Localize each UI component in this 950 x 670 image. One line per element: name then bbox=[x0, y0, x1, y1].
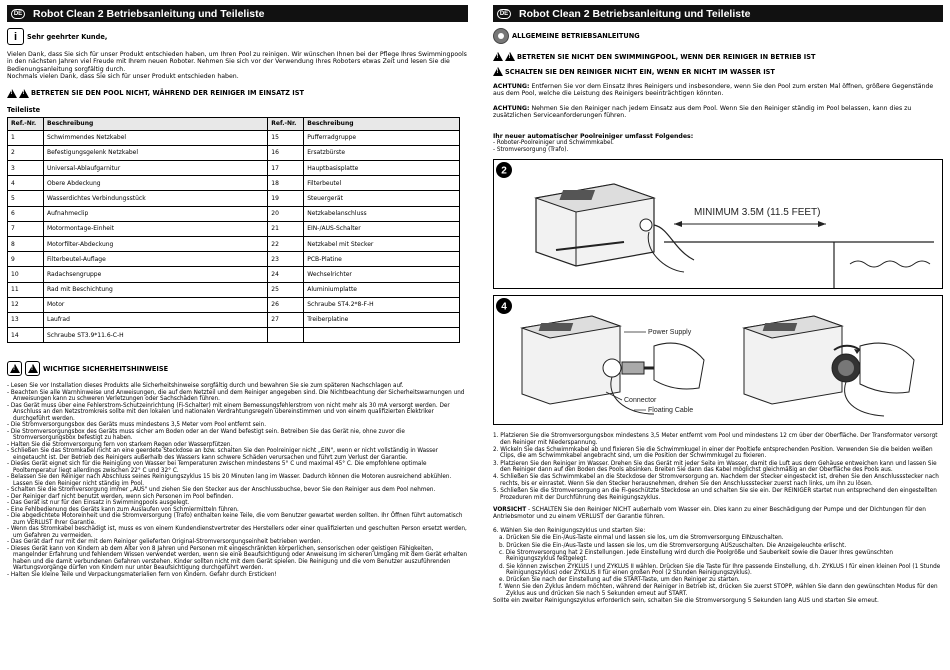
achtung-label: ACHTUNG: bbox=[493, 104, 530, 112]
list-item: - Schließen Sie das Stromkabel nicht an eine geerdete Steckdose an bzw. schalten Sie den Poolreiniger nicht „EIN", wenn er nicht vollständig in Wasser eingetaucht ist. Der Betrieb des Reinigers außerhalb des Wassers kann schwere Schäden verursachen und führt zum Verlust der Garantie. bbox=[7, 448, 468, 461]
language-badge: DE bbox=[11, 9, 25, 19]
part-desc: Motormontage-Einheit bbox=[44, 221, 268, 236]
part-ref: 16 bbox=[268, 145, 304, 160]
part-ref: 15 bbox=[268, 130, 304, 145]
intro-text-2: Nochmals vielen Dank, dass Sie sich für unser Produkt entschieden haben. bbox=[7, 73, 239, 81]
part-ref: 4 bbox=[8, 176, 44, 191]
achtung-1 bbox=[493, 83, 943, 98]
list-item: f. Wenn Sie den Zyklus ändern möchten, während der Reiniger in Betrieb ist, drücken Sie zuerst STOPP, wählen Sie dann den gewünschten Modus für den Zyklus aus und drücken Sie nach 5 Sekunden erneut auf START. bbox=[499, 584, 938, 598]
general-title: ALLGEMEINE BETRIEBSANLEITUNG bbox=[512, 32, 640, 40]
part-desc: Obere Abdeckung bbox=[44, 176, 268, 191]
part-ref: 12 bbox=[8, 297, 44, 312]
part-desc: Wasserdichtes Verbindungsstück bbox=[44, 191, 268, 206]
power-supply-label: Power Supply bbox=[648, 329, 692, 337]
no-swimming-icon bbox=[505, 52, 515, 61]
warn1-row bbox=[493, 52, 943, 61]
list-item: d. Sie können zwischen ZYKLUS I und ZYKLUS II wählen. Drücken Sie die Taste für Ihre passende Einstellung, d.h. ZYKLUS I für einen kleinen Pool (1 Stunde Reinigungszyklus) oder ZYKLUS II für einen großen Pool (2 Stunden Reinigungszyklus). bbox=[499, 563, 941, 577]
list-item: b. Drücken Sie die Ein-/Aus-Taste und lassen sie los, um die Stromversorgung AUSzuschalten. Die Anzeigeleuchte erlischt. bbox=[499, 542, 847, 549]
part-desc: Radachsengruppe bbox=[44, 267, 268, 282]
system-title: Ihr neuer automatischer Poolreiniger umfasst Folgendes: bbox=[493, 132, 694, 140]
list-item: - Beachten Sie alle Warnhinweise und Anweisungen, die auf dem Netzteil und dem Reiniger angegeben sind. Die Nichtbeachtung der Sicherheitswarnungen und Anweisungen kann zu schweren Verletzungen oder Sachschäden führen. bbox=[7, 390, 468, 403]
list-item: - Schalten Sie die Stromversorgung immer „AUS" und ziehen Sie den Stecker aus der Anschlussbuchse, bevor Sie den Reiniger aus dem Pool nehmen. bbox=[7, 487, 468, 494]
part-ref: 9 bbox=[8, 252, 44, 267]
part-desc: Universal-Ablaufgarnitur bbox=[44, 161, 268, 176]
steps-list bbox=[493, 433, 943, 501]
safety-list bbox=[7, 383, 468, 578]
part-ref: 25 bbox=[268, 282, 304, 297]
figure-4 bbox=[493, 295, 943, 425]
list-item: - Dieses Gerät eignet sich für die Reinigung von Wasser bei Temperaturen zwischen mindestens 5° C und maximal 45° C. Die empfohlene optimale Pooltemperatur liegt allerdings zwischen 22° C und 32° C. bbox=[7, 461, 468, 474]
part-desc: Netzkabelanschluss bbox=[304, 206, 460, 221]
list-item: - Der Reiniger darf nicht benutzt werden, wenn sich Personen im Pool befinden. bbox=[7, 494, 468, 501]
list-item: 5. Schließen Sie die Stromversorgung an die Fi-geschützte Steckdose an und schalten Sie sie ein. Der REINIGER startet nun entsprechend den eingestellten Prozeduren mit der Durchführung des Reinigungszyklus. bbox=[493, 488, 937, 501]
part-ref: 11 bbox=[8, 282, 44, 297]
list-item: - Halten Sie die Stromversorgung fern von starkem Regen oder Wasserpfützen. bbox=[7, 442, 468, 449]
part-ref: 27 bbox=[268, 312, 304, 327]
list-item: - Das Gerät ist nur für den Einsatz in Swimmingpools ausgelegt. bbox=[7, 500, 468, 507]
part-ref: 13 bbox=[8, 312, 44, 327]
part-desc: Motor bbox=[44, 297, 268, 312]
list-item: - Roboter-Poolreiniger und Schwimmkabel. bbox=[493, 140, 943, 147]
safety-title-row bbox=[7, 361, 468, 376]
gear-icon bbox=[493, 28, 509, 44]
part-ref: 10 bbox=[8, 267, 44, 282]
system-list bbox=[493, 140, 943, 153]
part-desc: Schraube ST3.9*11.6-C-H bbox=[44, 328, 268, 343]
table-row bbox=[8, 236, 460, 251]
part-ref: 24 bbox=[268, 267, 304, 282]
warn1: BETRETEN SIE NICHT DEN SWIMMINGPOOL, WENN DER REINIGER IN BETRIEB IST bbox=[517, 52, 816, 61]
table-row bbox=[8, 176, 460, 191]
figure-2-drawing bbox=[494, 160, 942, 288]
list-item: - Wenn das Stromkabel beschädigt ist, muss es von einem Kundendienstvertreter des Herstellers oder einer qualifizierten und geschulten Person ersetzt werden, um Gefahren zu vermeiden. bbox=[7, 526, 468, 539]
part-desc: PCB-Platine bbox=[304, 252, 460, 267]
list-item: 1. Platzieren Sie die Stromversorgungsbox mindestens 3,5 Meter entfernt vom Pool und mindestens 12 cm über der Oberfläche. Der Transformator versorgt den Reiniger mit Niederspannung. bbox=[493, 433, 938, 446]
table-row bbox=[8, 145, 460, 160]
distance-label: MINIMUM 3.5M (11.5 FEET) bbox=[694, 207, 821, 219]
part-desc bbox=[304, 328, 460, 343]
step6-title: 6. Wählen Sie den Reinigungszyklus und starten Sie: bbox=[493, 527, 646, 534]
part-ref: 8 bbox=[8, 236, 44, 251]
achtung-text: Entfernen Sie vor dem Einsatz Ihres Reinigers und insbesondere, wenn Sie den Pool zum ersten Mal öffnen, größere Gegenstände aus dem Pool, welche die Leistung des Reinigers beeinträchtigen könnten. bbox=[493, 83, 934, 98]
warning-triangle-icon bbox=[493, 52, 503, 61]
part-ref: 18 bbox=[268, 176, 304, 191]
list-item: - Die Stromversorgungsbox des Geräts muss mindestens 3,5 Meter vom Pool entfernt sein. bbox=[7, 422, 468, 429]
part-desc: Laufrad bbox=[44, 312, 268, 327]
part-desc: Schraube ST4.2*8-F-H bbox=[304, 297, 460, 312]
step6-list bbox=[493, 535, 943, 597]
parts-table bbox=[7, 117, 460, 344]
table-row bbox=[8, 221, 460, 236]
table-row bbox=[8, 191, 460, 206]
page-title: Robot Clean 2 Betriebsanleitung und Teileliste bbox=[519, 7, 751, 20]
table-row bbox=[8, 297, 460, 312]
achtung-label: ACHTUNG: bbox=[493, 83, 530, 90]
pool-warning-row bbox=[7, 89, 468, 98]
part-desc: Rad mit Beschichtung bbox=[44, 282, 268, 297]
list-item: - Lesen Sie vor Installation dieses Produkts alle Sicherheitshinweise sorgfältig durch und bewahren Sie sie zum späteren Nachschlagen auf. bbox=[7, 383, 468, 390]
list-item: - Die Stromversorgungsbox des Geräts muss sicher am Boden oder an der Wand befestigt sein. Betreiben Sie das Gerät nie, ohne zuvor die Stromversorgungsbox befestigt zu haben. bbox=[7, 429, 468, 442]
part-ref: 7 bbox=[8, 221, 44, 236]
part-desc: Befestigungsgelenk Netzkabel bbox=[44, 145, 268, 160]
greeting-row bbox=[7, 28, 468, 45]
table-row bbox=[8, 130, 460, 145]
part-desc: Ersatzbürste bbox=[304, 145, 460, 160]
parts-title: Teileliste bbox=[7, 105, 41, 114]
figure-2-number: 2 bbox=[501, 165, 507, 177]
list-item: - Dieses Gerät kann von Kindern ab dem Alter von 8 Jahren und Personen mit eingeschränkten körperlichen, sensorischen oder geistigen Fähigkeiten, mangelnder Erfahrung und fehlendem Wissen verwendet werden, wenn sie eine Beaufsichtigung oder Anweisung im sicheren Umgang mit dem Gerät erhalten haben und die damit verbundenen Gefahren verstehen. Kinder sollten nicht mit dem Gerät spielen. Die Reinigung und die vom Benutzer auszuführenden Wartungsvorgänge dürfen von Kindern nur unter Beaufsichtigung durchgeführt werden. bbox=[7, 546, 468, 572]
warning-triangle-icon bbox=[7, 89, 17, 98]
info-icon: i bbox=[7, 28, 24, 45]
list-item: - Das Gerät muss über eine Fehlerstrom-Schutzeinrichtung (Fi-Schalter) mit einem Bemessungsfehlerstrom von nicht mehr als 30 mA versorgt werden. Der Anschluss an den Netzstromkreis sollte mit den lokalen und nationalen Verdrahtungsregeln übereinstimmen und von einem qualifizierten Elektriker durchgeführt werden. bbox=[7, 403, 468, 423]
part-ref bbox=[268, 328, 304, 343]
warning-icon bbox=[25, 361, 40, 376]
vorsicht-text: - SCHALTEN Sie den Reiniger NICHT außerhalb vom Wasser ein. Dies kann zu einer Beschädigung der Pumpe und der Dichtungen für den Antriebsmotor und zu einem VERLUST der Garantie führen. bbox=[493, 507, 926, 521]
part-ref: 14 bbox=[8, 328, 44, 343]
list-item: 3. Platzieren Sie den Reiniger im Wasser. Drehen Sie das Gerät mit jeder Seite im Wasser, damit die Luft aus dem Gehäuse entweichen kann und lassen Sie den Reiniger dann auf den Boden des Pools absinken. Breiten Sie dann das Kabel möglichst gleichmäßig an der Oberfläche des Pools aus. bbox=[493, 460, 937, 474]
vorsicht-note bbox=[493, 507, 943, 521]
table-row bbox=[8, 282, 460, 297]
safety-title: WICHTIGE SICHERHEITSHINWEISE bbox=[43, 364, 169, 373]
table-row bbox=[8, 161, 460, 176]
part-desc: Aluminiumplatte bbox=[304, 282, 460, 297]
part-ref: 26 bbox=[268, 297, 304, 312]
list-item: - Stromversorgung (Trafo). bbox=[493, 147, 943, 154]
part-ref: 20 bbox=[268, 206, 304, 221]
table-row bbox=[8, 267, 460, 282]
right-page bbox=[475, 0, 950, 670]
desc-header: Beschreibung bbox=[304, 117, 460, 130]
part-ref: 23 bbox=[268, 252, 304, 267]
list-item: 2. Wickeln Sie das Schwimmkabel ab und fixieren Sie die Schwimmkugel in einer der Pooltiefe entsprechenden Position. Verwenden Sie die beiden weißen Clips, die am Schwimmkabel angebracht sind, um die Position der Schwimmkugel zu fixieren. bbox=[493, 446, 933, 460]
part-ref: 6 bbox=[8, 206, 44, 221]
achtung-2 bbox=[493, 105, 943, 120]
part-desc: Filterbeutel bbox=[304, 176, 460, 191]
list-item: - Die abgedichtete Motoreinheit und die Stromversorgung (Trafo) enthalten keine Teile, die vom Benutzer gewartet werden sollten. Ihr Öffnen führt automatisch zum VERLUST Ihrer Garantie. bbox=[7, 513, 468, 526]
table-row bbox=[8, 206, 460, 221]
part-desc: Pufferradgruppe bbox=[304, 130, 460, 145]
part-desc: Aufnahmeclip bbox=[44, 206, 268, 221]
list-item: - Eine Fehlbedienung des Geräts kann zum Auslaufen von Schmiermitteln führen. bbox=[7, 507, 468, 514]
table-row bbox=[8, 328, 460, 343]
part-ref: 1 bbox=[8, 130, 44, 145]
warning-triangle-icon bbox=[493, 67, 503, 76]
connector-label: Connector bbox=[624, 397, 657, 405]
part-desc: Motorfilter-Abdeckung bbox=[44, 236, 268, 251]
part-ref: 3 bbox=[8, 161, 44, 176]
figure-2 bbox=[493, 159, 943, 289]
parts-table-header bbox=[8, 117, 460, 130]
figure-4-number: 4 bbox=[501, 301, 507, 313]
language-badge: DE bbox=[497, 9, 511, 19]
vorsicht-label: VORSICHT bbox=[493, 507, 527, 514]
part-desc: Wechselrichter bbox=[304, 267, 460, 282]
list-item: - Das Gerät darf nur mit der mit dem Reiniger gelieferten Original-Stromversorgungseinheit betrieben werden. bbox=[7, 539, 468, 546]
part-desc: Schwimmendes Netzkabel bbox=[44, 130, 268, 145]
list-item: - Belassen Sie den Reiniger nach Abschluss seines Reinigungszyklus 15 bis 20 Minuten lang im Wasser. Dadurch können die Motoren ausreichend abkühlen. Lassen Sie den Reiniger nicht ständig im Pool. bbox=[7, 474, 468, 487]
warn2-row bbox=[493, 67, 943, 76]
part-desc: Netzkabel mit Stecker bbox=[304, 236, 460, 251]
no-swimming-icon bbox=[19, 89, 29, 98]
part-ref: 21 bbox=[268, 221, 304, 236]
page-title: Robot Clean 2 Betriebsanleitung und Teileliste bbox=[33, 7, 265, 20]
part-ref: 2 bbox=[8, 145, 44, 160]
list-item: - Halten Sie kleine Teile und Verpackungsmaterialien fern von Kindern. Gefahr durch Ersticken! bbox=[7, 572, 468, 579]
ref-header: Ref.-Nr. bbox=[268, 117, 304, 130]
page-header bbox=[7, 5, 468, 22]
part-ref: 19 bbox=[268, 191, 304, 206]
closing-text: Sollte ein zweiter Reinigungszyklus erforderlich sein, schalten Sie die Stromversorgung 5 Sekunden lang AUS und starten Sie erneut. bbox=[493, 598, 879, 605]
part-desc: Steuergerät bbox=[304, 191, 460, 206]
table-row bbox=[8, 312, 460, 327]
part-desc: Treiberplatine bbox=[304, 312, 460, 327]
intro-text: Vielen Dank, dass Sie sich für unser Produkt entschieden haben, um Ihren Pool zu reinigen. Wir wünschen Ihnen bei der Pflege Ihres Swimmingpools in den nächsten Jahren viel Freude mit Ihrem neuen Roboter. Nehmen Sie sich vor der Verwendung Ihres Roboters etwas Zeit und lesen Sie die Bedienungsanleitung sorgfältig durch. bbox=[7, 51, 467, 73]
part-ref: 22 bbox=[268, 236, 304, 251]
list-item: 4. Schließen Sie das Schwimmkabel an die Steckdose der Stromversorgung an. Nachdem der Stecker eingesteckt ist, drehen Sie den Anschlussstecker nach rechts, bis er einrastet. Wenn Sie den Stecker herausnehmen, drehen Sie den Anschlussstecker zuerst nach links, um ihn zu lösen. bbox=[493, 474, 939, 487]
list-item: c. Die Stromversorgung hat 2 Einstellungen. Jede Einstellung wird durch die Poolgröße und Sauberkeit sowie die Dauer Ihres gewünschten Reinigungszyklus festgelegt. bbox=[499, 549, 893, 563]
part-ref: 17 bbox=[268, 161, 304, 176]
page-header bbox=[493, 5, 943, 22]
achtung-text: Nehmen Sie den Reiniger nach jedem Einsatz aus dem Pool. Wenn Sie den Reiniger ständig im Pool belassen, kann dies zu zusätzlichen Serviceanforderungen führen. bbox=[493, 104, 912, 120]
part-ref: 5 bbox=[8, 191, 44, 206]
table-row bbox=[8, 252, 460, 267]
general-title-row bbox=[493, 28, 943, 44]
part-desc: Hauptbasisplatte bbox=[304, 161, 460, 176]
list-item: e. Drücken Sie nach der Einstellung auf die START-Taste, um den Reiniger zu starten. bbox=[499, 577, 740, 584]
pool-warning: BETRETEN SIE DEN POOL NICHT, WÄHREND DER REINIGER IM EINSATZ IST bbox=[31, 89, 304, 98]
greeting: Sehr geehrter Kunde, bbox=[27, 32, 108, 41]
list-item: a. Drücken Sie die Ein-/Aus-Taste einmal und lassen sie los, um die Stromversorgung EINzuschalten. bbox=[499, 535, 784, 542]
desc-header: Beschreibung bbox=[44, 117, 268, 130]
figure-4-drawing bbox=[494, 296, 942, 424]
warn2: SCHALTEN SIE DEN REINIGER NICHT EIN, WENN ER NICHT IM WASSER IST bbox=[505, 67, 775, 76]
part-desc: Filterbeutel-Auflage bbox=[44, 252, 268, 267]
warning-icon bbox=[7, 361, 22, 376]
floating-cable-label: Floating Cable bbox=[648, 407, 694, 415]
ref-header: Ref.-Nr. bbox=[8, 117, 44, 130]
part-desc: EIN-/AUS-Schalter bbox=[304, 221, 460, 236]
